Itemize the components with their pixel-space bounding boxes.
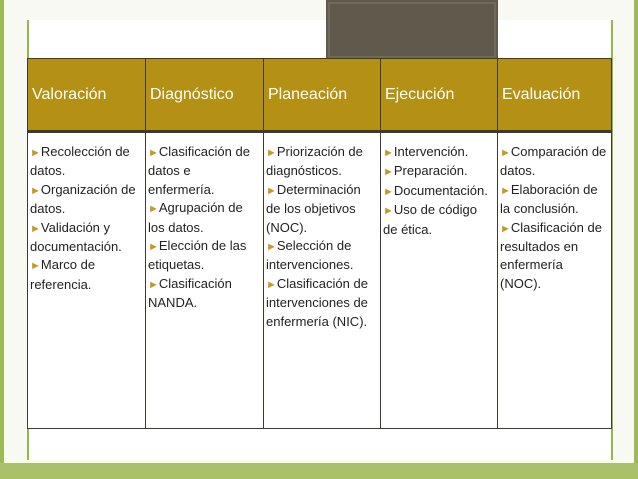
header-ejecucion: Ejecución bbox=[381, 59, 498, 132]
list-item-text: Clasificación de datos e enfermería. bbox=[148, 144, 250, 197]
bullet-arrow-icon: ► bbox=[30, 222, 41, 235]
list-item-text: Comparación de datos. bbox=[500, 144, 607, 179]
list-item-text: Intervención. bbox=[393, 144, 469, 159]
list-item bbox=[383, 201, 493, 239]
bullet-arrow-icon: ► bbox=[30, 260, 41, 273]
list-item-text: Validación y documentación. bbox=[30, 219, 122, 255]
bullet-arrow-icon: ► bbox=[500, 147, 511, 159]
bottom-accent-bar bbox=[0, 463, 638, 479]
cell-ejecucion bbox=[381, 132, 498, 429]
list-item-text: Determinación de los objetivos (NOC). bbox=[266, 181, 361, 235]
list-item bbox=[383, 143, 493, 162]
list-item-text: Elaboración de la conclusión. bbox=[500, 181, 598, 217]
cell-diagnostico bbox=[146, 132, 264, 429]
right-accent-bar bbox=[634, 0, 638, 479]
list-item bbox=[500, 143, 607, 181]
list-item bbox=[266, 143, 376, 181]
bullet-arrow-icon: ► bbox=[148, 241, 159, 254]
cell-planeacion bbox=[264, 132, 381, 429]
list-item-text: Clasificación NANDA. bbox=[148, 275, 232, 311]
list-item-text: Uso de código de ética. bbox=[383, 202, 478, 237]
list-item-text: Organización de datos. bbox=[30, 181, 136, 217]
header-diagnostico: Diagnóstico bbox=[146, 59, 264, 132]
bullet-arrow-icon: ► bbox=[266, 278, 277, 291]
list-item-text: Preparación. bbox=[393, 163, 468, 179]
list-item-text: Clasificación de intervenciones de enfermería (NIC). bbox=[266, 275, 368, 329]
list-item bbox=[30, 219, 141, 257]
list-item bbox=[148, 237, 259, 275]
title-decoration bbox=[326, 0, 498, 60]
bullet-arrow-icon: ► bbox=[383, 147, 394, 159]
bullet-arrow-icon: ► bbox=[266, 184, 277, 197]
bullet-arrow-icon: ► bbox=[266, 147, 277, 159]
cell-evaluacion bbox=[498, 132, 612, 429]
bullet-arrow-icon: ► bbox=[266, 241, 277, 254]
bullet-arrow-icon: ► bbox=[383, 166, 394, 179]
header-evaluacion: Evaluación bbox=[498, 59, 612, 132]
list-item-text: Documentación. bbox=[393, 182, 488, 198]
bullet-arrow-icon: ► bbox=[500, 222, 511, 235]
bullet-arrow-icon: ► bbox=[148, 203, 159, 216]
list-item-text: Selección de intervenciones. bbox=[266, 238, 354, 273]
list-item bbox=[266, 181, 376, 237]
bullet-arrow-icon: ► bbox=[383, 185, 394, 198]
list-item-text: Priorización de diagnósticos. bbox=[266, 144, 363, 179]
list-item bbox=[383, 162, 493, 181]
header-row bbox=[28, 59, 612, 132]
list-item bbox=[500, 181, 607, 219]
list-item-text: Clasificación de resultados en enfermería (NOC). bbox=[500, 219, 602, 291]
list-item bbox=[266, 237, 376, 275]
list-item bbox=[148, 275, 259, 313]
cell-valoracion bbox=[28, 132, 146, 429]
list-item-text: Recolección de datos. bbox=[30, 144, 130, 179]
list-item bbox=[30, 256, 141, 294]
bullet-arrow-icon: ► bbox=[148, 278, 159, 291]
bullet-arrow-icon: ► bbox=[30, 184, 41, 197]
list-item-text: Agrupación de los datos. bbox=[148, 200, 243, 235]
left-accent-bar bbox=[0, 0, 4, 479]
list-item bbox=[148, 199, 259, 237]
bullet-arrow-icon: ► bbox=[30, 147, 41, 159]
list-item bbox=[30, 181, 141, 219]
list-item-text: Elección de las etiquetas. bbox=[148, 238, 247, 273]
bullet-arrow-icon: ► bbox=[500, 184, 511, 197]
list-item bbox=[383, 182, 493, 201]
nursing-process-table bbox=[27, 58, 612, 429]
list-item bbox=[148, 143, 259, 199]
header-planeacion: Planeación bbox=[264, 59, 381, 132]
list-item-text: Marco de referencia. bbox=[30, 257, 96, 292]
bullet-arrow-icon: ► bbox=[383, 205, 394, 218]
list-item bbox=[500, 219, 607, 294]
list-item bbox=[30, 143, 141, 181]
list-item bbox=[266, 275, 376, 331]
table-row bbox=[28, 132, 612, 429]
header-valoracion: Valoración bbox=[28, 59, 146, 132]
bullet-arrow-icon: ► bbox=[148, 147, 159, 159]
